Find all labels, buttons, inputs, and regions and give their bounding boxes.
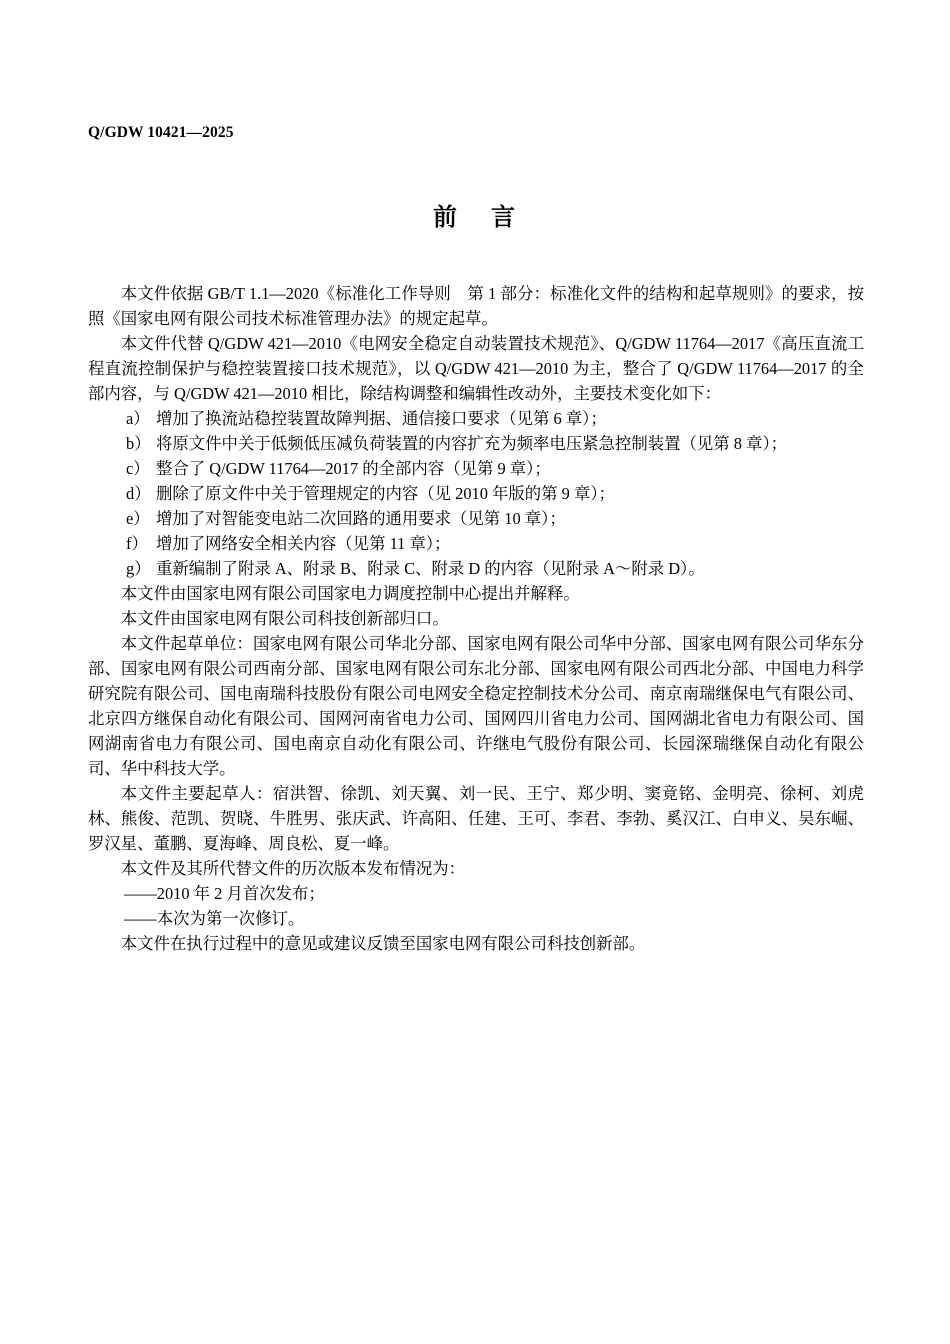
list-item: ——本次为第一次修订。 <box>124 909 305 928</box>
paragraph-proposer: 本文件由国家电网有限公司国家电力调度控制中心提出并解释。 <box>120 584 580 603</box>
list-item-label: 将原文件中关于低频低压减负荷装置的内容扩充为频率电压紧急控制装置（见第 8 章）； <box>156 434 788 453</box>
list-item-marker: a） <box>126 409 150 428</box>
list-item-marker: d） <box>126 484 151 503</box>
list-item <box>88 531 864 556</box>
list-item-marker: c） <box>126 459 150 478</box>
list-item-marker: g） <box>126 559 151 578</box>
list-item: ——2010 年 2 月首次发布； <box>124 884 325 903</box>
list-item-label: 增加了换流站稳控装置故障判据、通信接口要求（见第 6 章）； <box>156 409 607 428</box>
paragraph-feedback: 本文件在执行过程中的意见或建议反馈至国家电网有限公司科技创新部。 <box>120 934 646 953</box>
list-item-marker: b） <box>126 434 151 453</box>
paragraph-administrator: 本文件由国家电网有限公司科技创新部归口。 <box>120 609 449 628</box>
list-item-marker: f） <box>126 534 148 553</box>
paragraph-drafters: 本文件主要起草人：宿洪智、徐凯、刘天翼、刘一民、王宁、郑少明、窦竟铭、金明亮、徐柯、刘虎林、熊俊、范凯、贺晓、牛胜男、张庆武、许高阳、任建、王可、李君、李勃、奚汉江、白申义、吴东崛、罗汉星、董鹏、夏海峰、周良松、夏一峰。 <box>88 784 864 853</box>
foreword-body <box>88 281 864 956</box>
running-header: Q/GDW 10421—2025 <box>88 124 234 141</box>
paragraph-basis: 本文件依据 GB/T 1.1—2020《标准化工作导则 第 1 部分：标准化文件的结构和起草规则》的要求，按照《国家电网有限公司技术标准管理办法》的规定起草。 <box>88 284 864 328</box>
version-history-list <box>88 881 864 931</box>
paragraph-drafting-units: 本文件起草单位：国家电网有限公司华北分部、国家电网有限公司华中分部、国家电网有限公司华东分部、国家电网有限公司西南分部、国家电网有限公司东北分部、国家电网有限公司西北分部、中国电力科学研究院有限公司、国电南瑞科技股份有限公司电网安全稳定控制技术分公司、南京南瑞继保电气有限公司、北京四方继保自动化有限公司、国网河南省电力公司、国网四川省电力公司、国网湖北省电力有限公司、国网湖南省电力有限公司、国电南京自动化有限公司、许继电气股份有限公司、长园深瑞继保自动化有限公司、华中科技大学。 <box>88 634 864 778</box>
list-item-label: 重新编制了附录 A、附录 B、附录 C、附录 D 的内容（见附录 A～附录 D）。 <box>156 559 705 578</box>
list-item <box>88 506 864 531</box>
list-item <box>88 431 864 456</box>
list-item <box>88 556 864 581</box>
list-item <box>88 456 864 481</box>
page-title: 前 言 <box>433 205 517 231</box>
list-item <box>88 406 864 431</box>
paragraph-versions-intro: 本文件及其所代替文件的历次版本发布情况为： <box>120 859 465 878</box>
paragraph-replaces: 本文件代替 Q/GDW 421—2010《电网安全稳定自动装置技术规范》、Q/GDW 11764—2017《高压直流工程直流控制保护与稳控装置接口技术规范》，以 Q/GDW 421—2010 为主，整合了 Q/GDW 11764—2017 的全部内容，与 Q/GDW 421—2010 相比，除结构调整和编辑性改动外，主要技术变化如下： <box>88 334 864 403</box>
list-item-label: 增加了网络安全相关内容（见第 11 章）； <box>156 534 451 553</box>
list-item-label: 增加了对智能变电站二次回路的通用要求（见第 10 章）； <box>156 509 566 528</box>
list-item-label: 删除了原文件中关于管理规定的内容（见 2010 年版的第 9 章）； <box>156 484 615 503</box>
technical-changes-list <box>88 406 864 581</box>
list-item-marker: e） <box>126 509 150 528</box>
list-item-label: 整合了 Q/GDW 11764—2017 的全部内容（见第 9 章）； <box>156 459 551 478</box>
list-item <box>88 481 864 506</box>
